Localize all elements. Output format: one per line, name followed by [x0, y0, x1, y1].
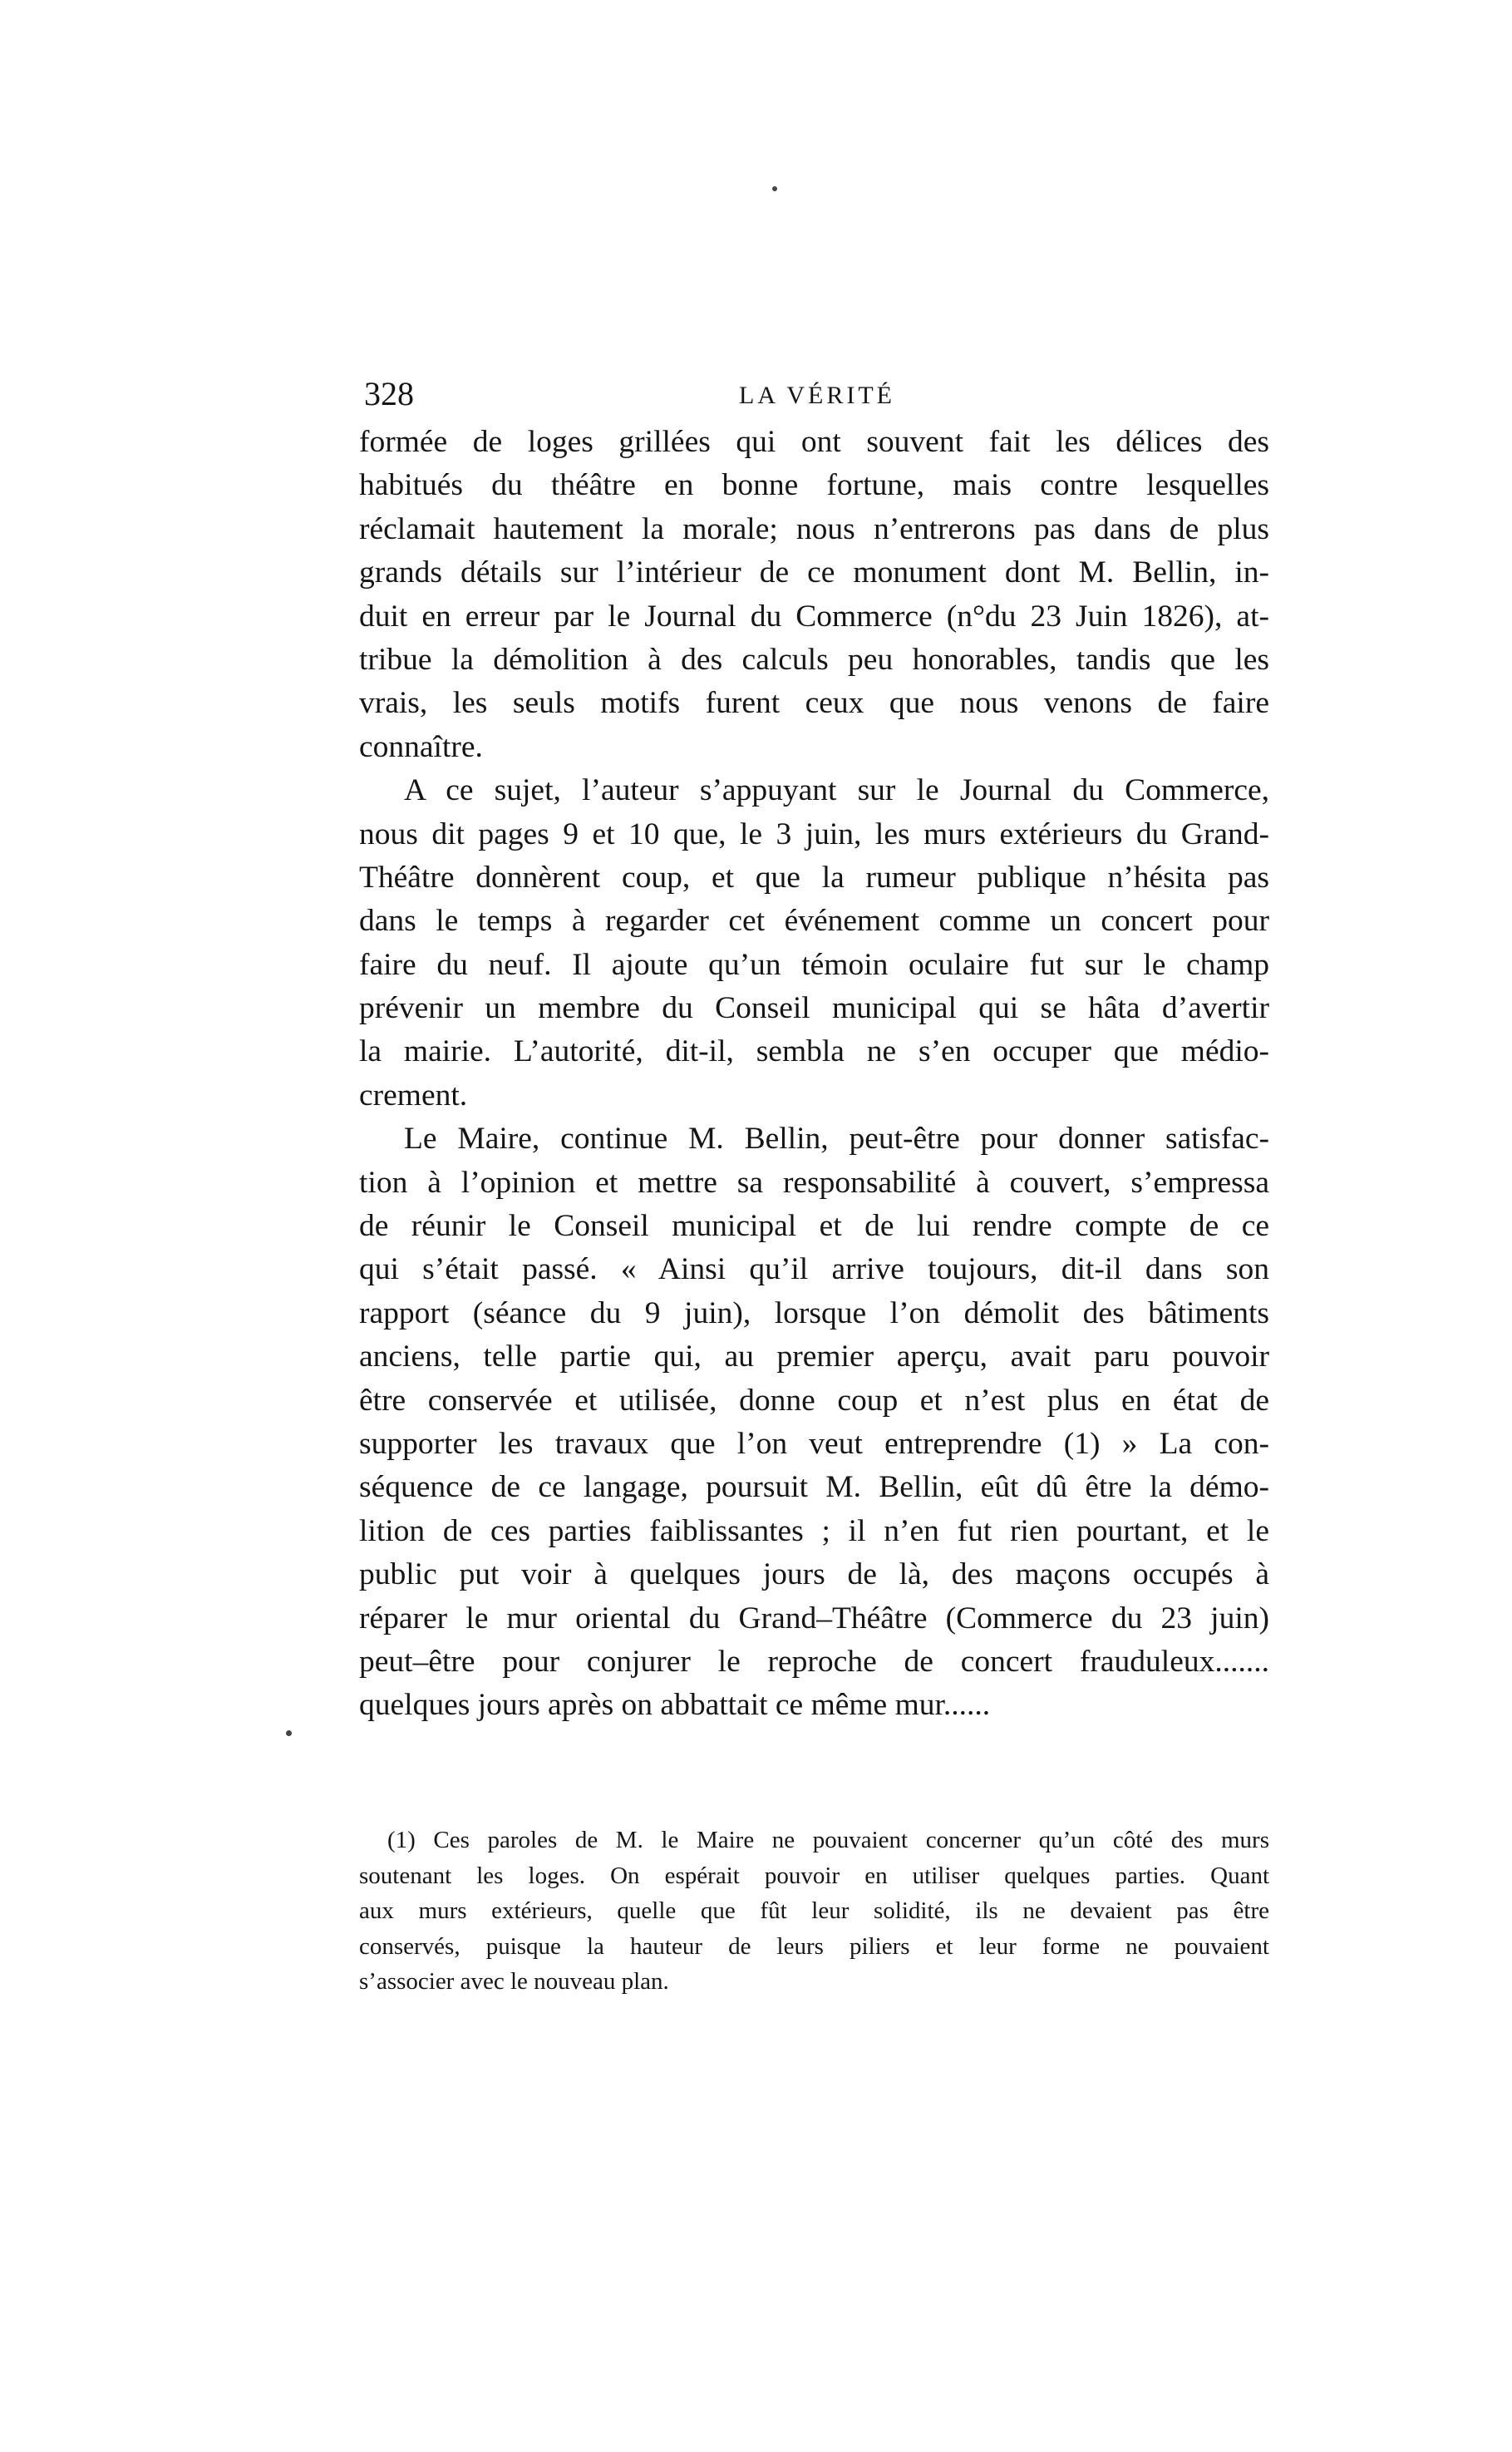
footnote — [359, 1823, 1269, 2000]
text-line: Théâtre donnèrent coup, et que la rumeur publique n’hésita pas — [359, 860, 1269, 895]
text-line: nous dit pages 9 et 10 que, le 3 juin, les murs extérieurs du Grand- — [359, 817, 1269, 851]
text-line: crement. — [359, 1078, 468, 1113]
text-line: tion à l’opinion et mettre sa responsabilité à couvert, s’empressa — [359, 1165, 1269, 1200]
text-line-content: A ce sujet, l’auteur s’appuyant sur le Journal du Commerce, — [404, 773, 1269, 808]
text-line: qui s’était passé. « Ainsi qu’il arrive toujours, dit-il dans son — [359, 1252, 1269, 1287]
text-line: habitués du théâtre en bonne fortune, mais contre lesquelles — [359, 468, 1269, 503]
scan-speck — [772, 186, 777, 191]
running-title: LA VÉRITÉ — [739, 382, 895, 409]
text-line: séquence de ce langage, poursuit M. Bellin, eût dû être la démo- — [359, 1470, 1269, 1505]
text-line: dans le temps à regarder cet événement comme un concert pour — [359, 904, 1269, 939]
text-line: anciens, telle partie qui, au premier aperçu, avait paru pouvoir — [359, 1339, 1269, 1374]
running-header — [364, 372, 1270, 416]
text-line: de réunir le Conseil municipal et de lui rendre compte de ce — [359, 1209, 1269, 1244]
text-line-indented — [359, 1117, 1269, 1161]
footnote-line: s’associer avec le nouveau plan. — [359, 1968, 669, 1996]
main-text — [359, 421, 1269, 1728]
text-line: grands détails sur l’intérieur de ce monument dont M. Bellin, in- — [359, 555, 1269, 590]
text-line: quelques jours après on abbattait ce même mur...... — [359, 1688, 991, 1723]
footnote-line: conservés, puisque la hauteur de leurs piliers et leur forme ne pouvaient — [359, 1932, 1269, 1960]
page-number: 328 — [364, 375, 414, 412]
text-line: prévenir un membre du Conseil municipal qui se hâta d’avertir — [359, 991, 1269, 1026]
text-line: faire du neuf. Il ajoute qu’un témoin oculaire fut sur le champ — [359, 947, 1269, 982]
scan-speck — [286, 1730, 292, 1736]
text-line: tribue la démolition à des calculs peu honorables, tandis que les — [359, 642, 1269, 677]
text-line: réclamait hautement la morale; nous n’entrerons pas dans de plus — [359, 511, 1269, 546]
text-line: être conservée et utilisée, donne coup et n’est plus en état de — [359, 1383, 1269, 1418]
text-line: formée de loges grillées qui ont souvent fait les délices des — [359, 425, 1269, 459]
text-line-content: Le Maire, continue M. Bellin, peut-être pour donner satisfac- — [404, 1122, 1269, 1157]
text-line: lition de ces parties faiblissantes ; il n’en fut rien pourtant, et le — [359, 1513, 1269, 1548]
text-line: connaître. — [359, 729, 483, 764]
text-line-indented — [359, 769, 1269, 812]
footnote-line: aux murs extérieurs, quelle que fût leur solidité, ils ne devaient pas être — [359, 1897, 1269, 1925]
text-line: vrais, les seuls motifs furent ceux que nous venons de faire — [359, 686, 1269, 721]
text-line: rapport (séance du 9 juin), lorsque l’on démolit des bâtiments — [359, 1295, 1269, 1330]
footnote-line-content: (1) Ces paroles de M. le Maire ne pouvaient concerner qu’un côté des murs — [387, 1827, 1269, 1853]
footnote-line-indented — [359, 1823, 1269, 1858]
text-line: supporter les travaux que l’on veut entreprendre (1) » La con- — [359, 1426, 1269, 1461]
text-line: peut–être pour conjurer le reproche de concert frauduleux....... — [359, 1644, 1269, 1679]
text-line: duit en erreur par le Journal du Commerce (n°du 23 Juin 1826), at- — [359, 599, 1269, 634]
text-line: la mairie. L’autorité, dit-il, sembla ne s’en occuper que médio- — [359, 1034, 1269, 1069]
text-line: réparer le mur oriental du Grand–Théâtre (Commerce du 23 juin) — [359, 1601, 1269, 1635]
footnote-line: soutenant les loges. On espérait pouvoir en utiliser quelques parties. Quant — [359, 1862, 1269, 1889]
text-line: public put voir à quelques jours de là, des maçons occupés à — [359, 1557, 1269, 1592]
